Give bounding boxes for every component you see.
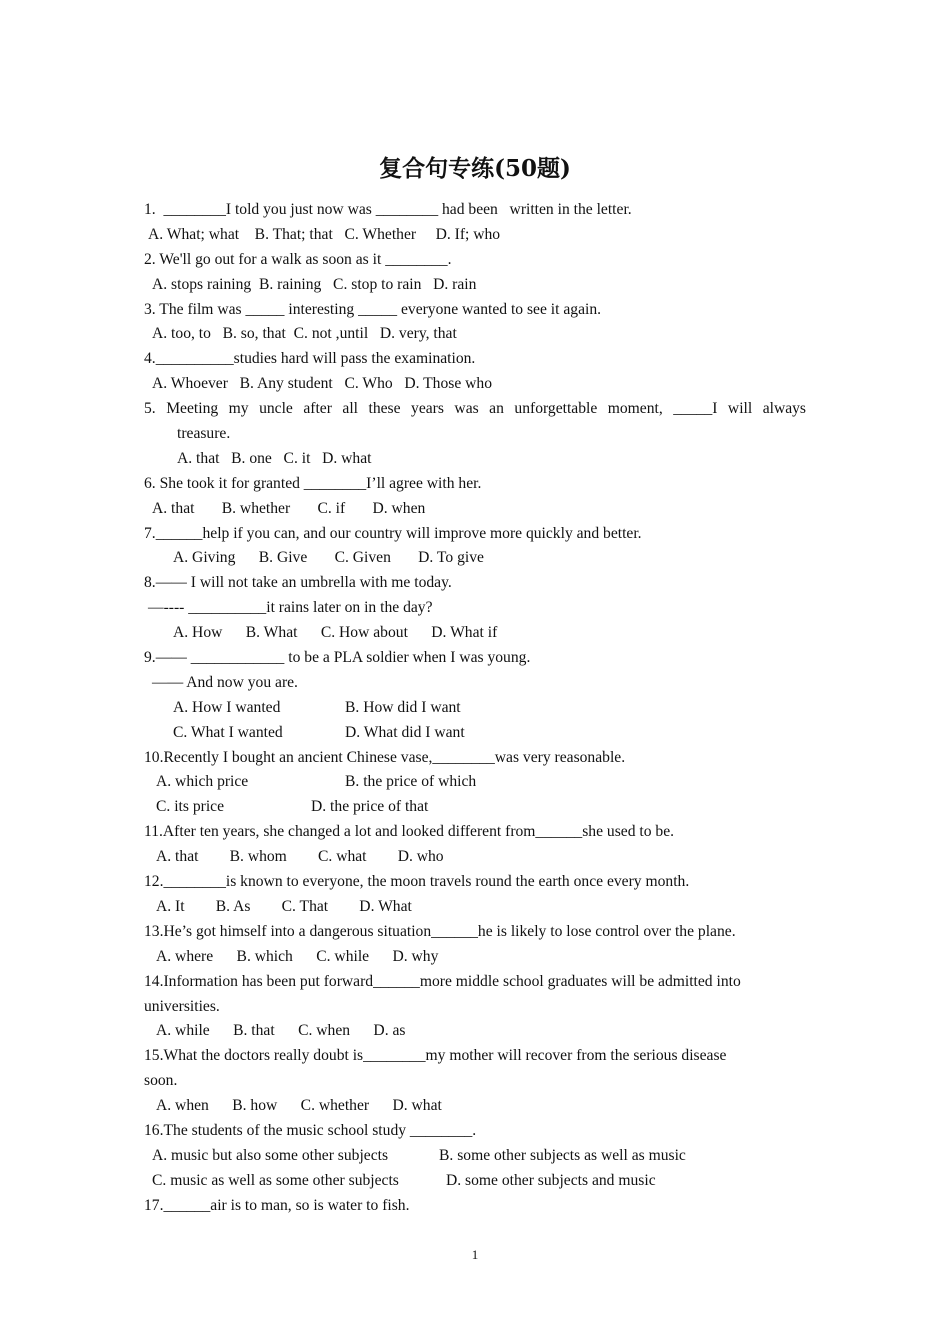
question-10-options-row-2 [144, 795, 806, 820]
page-number: 1 [471, 1247, 479, 1262]
question-16-option-b: B. some other subjects as well as music [439, 1146, 686, 1164]
question-8: 8.—— I will not take an umbrella with me today. [144, 574, 452, 592]
question-16-options-row-2 [144, 1169, 806, 1194]
question-9-option-c: C. What I wanted [173, 723, 283, 741]
question-15-options: A. when B. how C. whether D. what [156, 1097, 442, 1115]
question-4-options: A. Whoever B. Any student C. Who D. Those who [152, 375, 493, 393]
question-15: 15.What the doctors really doubt is________my mother will recover from the serious disease [144, 1047, 727, 1065]
question-5-options: A. that B. one C. it D. what [177, 449, 372, 467]
question-4: 4.__________studies hard will pass the examination. [144, 350, 476, 368]
question-10-option-d: D. the price of that [311, 798, 429, 816]
question-list [144, 198, 806, 1219]
question-9-option-a: A. How I wanted [173, 698, 281, 716]
question-1: 1. ________I told you just now was ________ had been written in the letter. [144, 201, 632, 218]
question-10: 10.Recently I bought an ancient Chinese vase,________was very reasonable. [144, 748, 626, 766]
question-9-option-d: D. What did I want [345, 723, 465, 741]
question-10-option-c: C. its price [156, 798, 224, 816]
question-9-option-b: B. How did I want [345, 698, 461, 716]
question-14-options: A. while B. that C. when D. as [156, 1022, 406, 1040]
question-8-options: A. How B. What C. How about D. What if [173, 624, 498, 642]
question-14-continuation: universities. [144, 997, 220, 1015]
question-5-continuation: treasure. [177, 425, 231, 443]
question-11-options: A. that B. whom C. what D. who [156, 848, 444, 866]
question-16-option-d: D. some other subjects and music [446, 1171, 656, 1189]
page-title: 复合句专练(50题) [379, 155, 571, 182]
question-6-options: A. that B. whether C. if D. when [152, 499, 426, 517]
question-12: 12.________is known to everyone, the moon travels round the earth once every month. [144, 873, 690, 891]
question-2-options: A. stops raining B. raining C. stop to rain D. rain [152, 275, 477, 293]
question-16: 16.The students of the music school study ________. [144, 1121, 477, 1139]
question-15-continuation: soon. [144, 1072, 178, 1090]
question-13: 13.He’s got himself into a dangerous situation______he is likely to lose control over the plane. [144, 922, 736, 940]
question-1-options: A. What; what B. That; that C. Whether D. If; who [148, 225, 501, 243]
question-9-reply: —— And now you are. [152, 673, 298, 691]
question-10-options-row-1 [144, 770, 806, 795]
question-3-options: A. too, to B. so, that C. not ,until D. very, that [152, 325, 457, 343]
question-16-options-row-1 [144, 1144, 806, 1169]
question-7: 7.______help if you can, and our country will improve more quickly and better. [144, 524, 642, 542]
question-10-option-a: A. which price [156, 773, 249, 791]
question-10-option-b: B. the price of which [345, 773, 477, 791]
question-5: 5. Meeting my uncle after all these years was an unforgettable moment, _____I will always [144, 400, 806, 418]
question-16-option-a: A. music but also some other subjects [152, 1146, 389, 1164]
question-14: 14.Information has been put forward______more middle school graduates will be admitted into [144, 972, 741, 990]
question-13-options: A. where B. which C. while D. why [156, 947, 439, 965]
question-17: 17.______air is to man, so is water to fish. [144, 1196, 410, 1214]
question-2: 2. We'll go out for a walk as soon as it ________. [144, 250, 452, 268]
question-9-options-row-2 [144, 721, 806, 746]
question-7-options: A. Giving B. Give C. Given D. To give [173, 549, 484, 567]
question-9-options-row-1 [144, 696, 806, 721]
question-3: 3. The film was _____ interesting _____ everyone wanted to see it again. [144, 300, 602, 318]
question-16-option-c: C. music as well as some other subjects [152, 1171, 399, 1189]
question-8-reply: —---- __________it rains later on in the day? [148, 599, 433, 617]
question-11: 11.After ten years, she changed a lot and looked different from______she used to be. [144, 823, 675, 841]
question-12-options: A. It B. As C. That D. What [156, 897, 412, 915]
question-6: 6. She took it for granted ________I’ll agree with her. [144, 474, 482, 492]
question-9: 9.—— ____________ to be a PLA soldier when I was young. [144, 649, 531, 667]
